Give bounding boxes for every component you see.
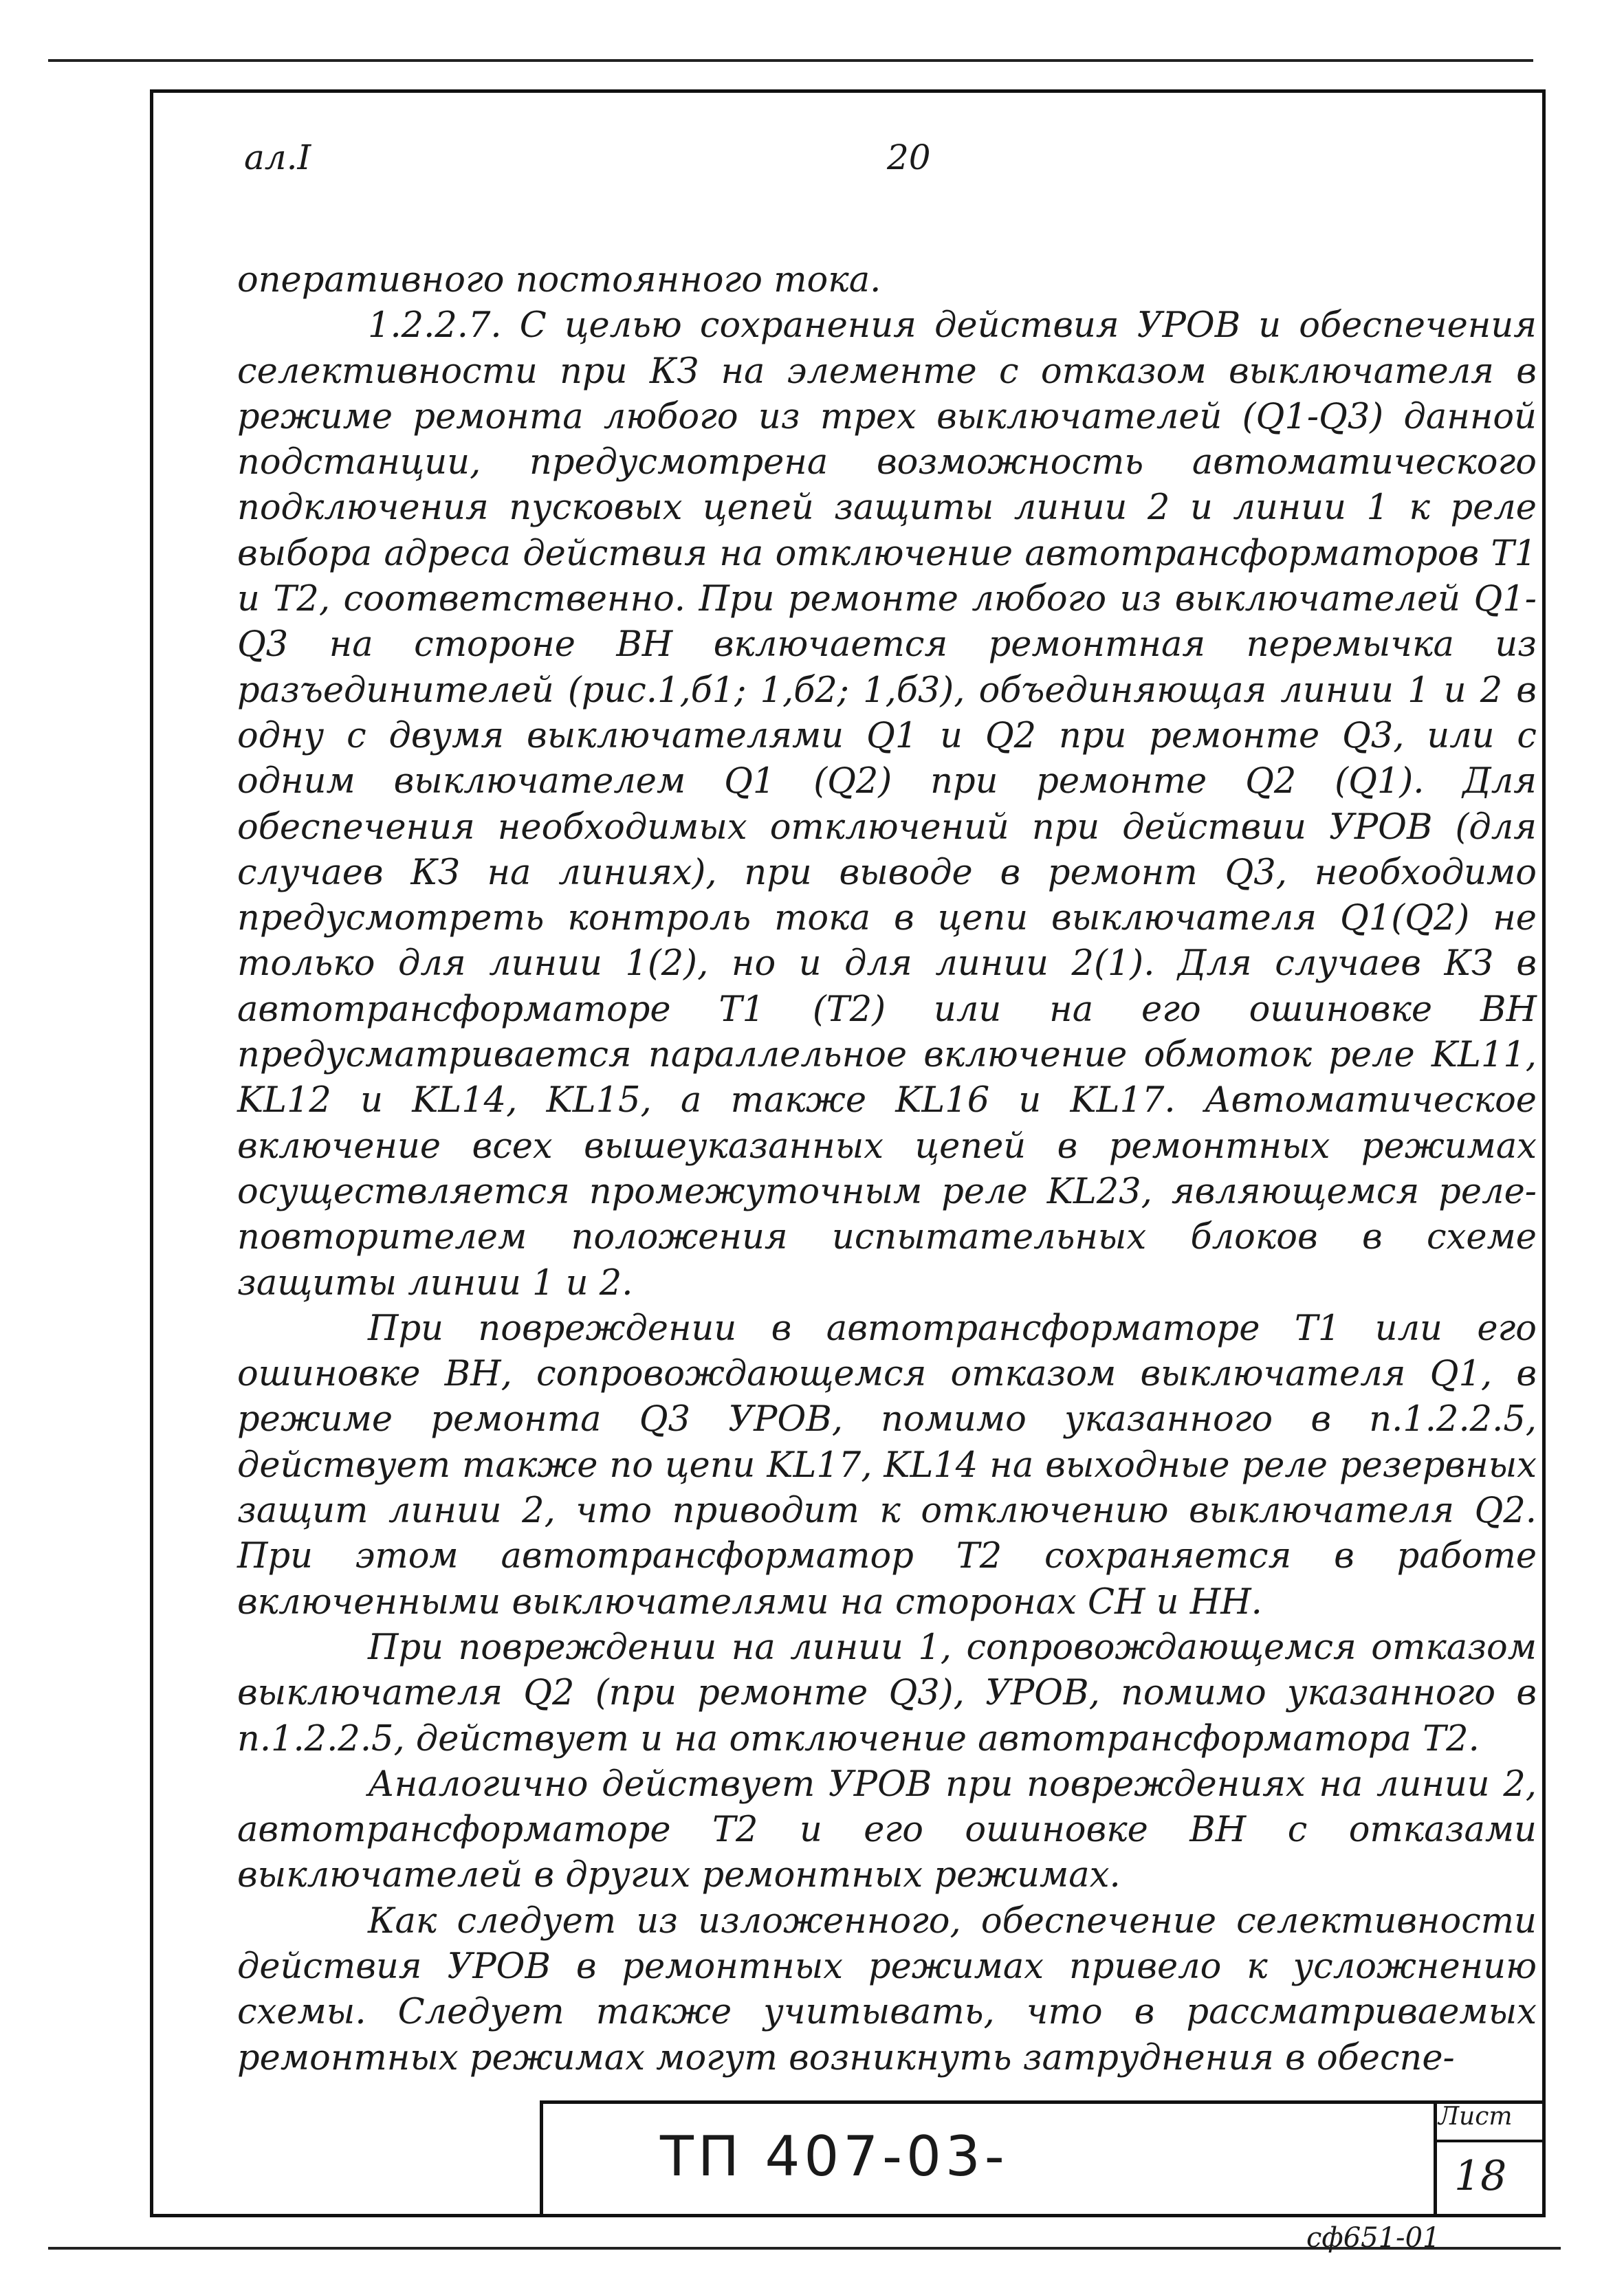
paragraph-conclusion: Как следует из изложенного, обеспечение селективности действия УРОВ в ремонтных режимах привело к усложнению схемы. Следует также учитывать, что в рассматриваемых ремонтных режимах могут возникнуть затруднения в обеспе- xyxy=(237,1900,1537,2078)
document-body xyxy=(237,258,1537,2081)
sheet-label: Лист xyxy=(1438,2102,1513,2131)
paragraph-analogous: Аналогично действует УРОВ при повреждениях на линии 2, автотрансформаторе Т2 и его ошиновке ВН с отказами выключателей в других ремонтных режимах. xyxy=(237,1764,1537,1896)
page-number: 20 xyxy=(887,138,931,177)
paragraph-1-2-2-7: 1.2.2.7. С целью сохранения действия УРОВ и обеспечения селективности при КЗ на элементе с отказом выключателя в режиме ремонта любого из трех выключателей (Q1-Q3) данной подстанции, предусмотрена возможность автоматического подключения пусковых цепей защиты линии 2 и линии 1 к реле выбора адреса действия на отключение автотрансформаторов Т1 и Т2, соответственно. При ремонте любого из выключателей Q1-Q3 на стороне ВН включается ремонтная перемычка из разъединителей (рис.1,б1; 1,б2; 1,б3), объединяющая линии 1 и 2 в одну с двумя выключателями Q1 и Q2 при ремонте Q3, или с одним выключателем Q1 (Q2) при ремонте Q2 (Q1). Для обеспечения необходимых отключений при действии УРОВ (для случаев КЗ на линиях), при выводе в ремонт Q3, необходимо предусмотреть контроль тока в цепи выключателя Q1(Q2) не только для линии 1(2), но и для линии 2(1). Для случаев КЗ в автотрансформаторе Т1 (Т2) или на его ошиновке ВН предусматривается параллельное включение обмоток реле KL11, KL12 и KL14, KL15, а также KL16 и KL17. Автоматическое включение всех вышеуказанных цепей в ремонтных режимах осуществляется промежуточным реле KL23, являющемся реле-повторителем положения испытательных блоков в схеме защиты линии 1 и 2. xyxy=(237,305,1537,1304)
paragraph-continuation: оперативного постоянного тока. xyxy=(237,260,881,300)
scan-border-top xyxy=(48,59,1533,62)
footer-code: сф651-01 xyxy=(1306,2222,1440,2254)
sheet-number: 18 xyxy=(1454,2152,1507,2200)
sheet-cell-divider xyxy=(1434,2140,1546,2142)
paragraph-t1-damage: При повреждении в автотрансформаторе Т1 или его ошиновке ВН, сопровождающемся отказом выключателя Q1, в режиме ремонта Q3 УРОВ, помимо указанного в п.1.2.2.5, действует также по цепи KL17, KL14 на выходные реле резервных защит линии 2, что приводит к отключению выключателя Q2. При этом автотрансформатор Т2 сохраняется в работе включенными выключателями на сторонах СН и НН. xyxy=(237,1308,1537,1623)
album-label: ал.I xyxy=(244,138,311,177)
paragraph-line1-damage: При повреждении на линии 1, сопровождающемся отказом выключателя Q2 (при ремонте Q3), УРОВ, помимо указанного в п.1.2.2.5, действует и на отключение автотрансформатора Т2. xyxy=(237,1627,1537,1759)
document-designation: ТП 407-03- xyxy=(660,2124,1009,2188)
